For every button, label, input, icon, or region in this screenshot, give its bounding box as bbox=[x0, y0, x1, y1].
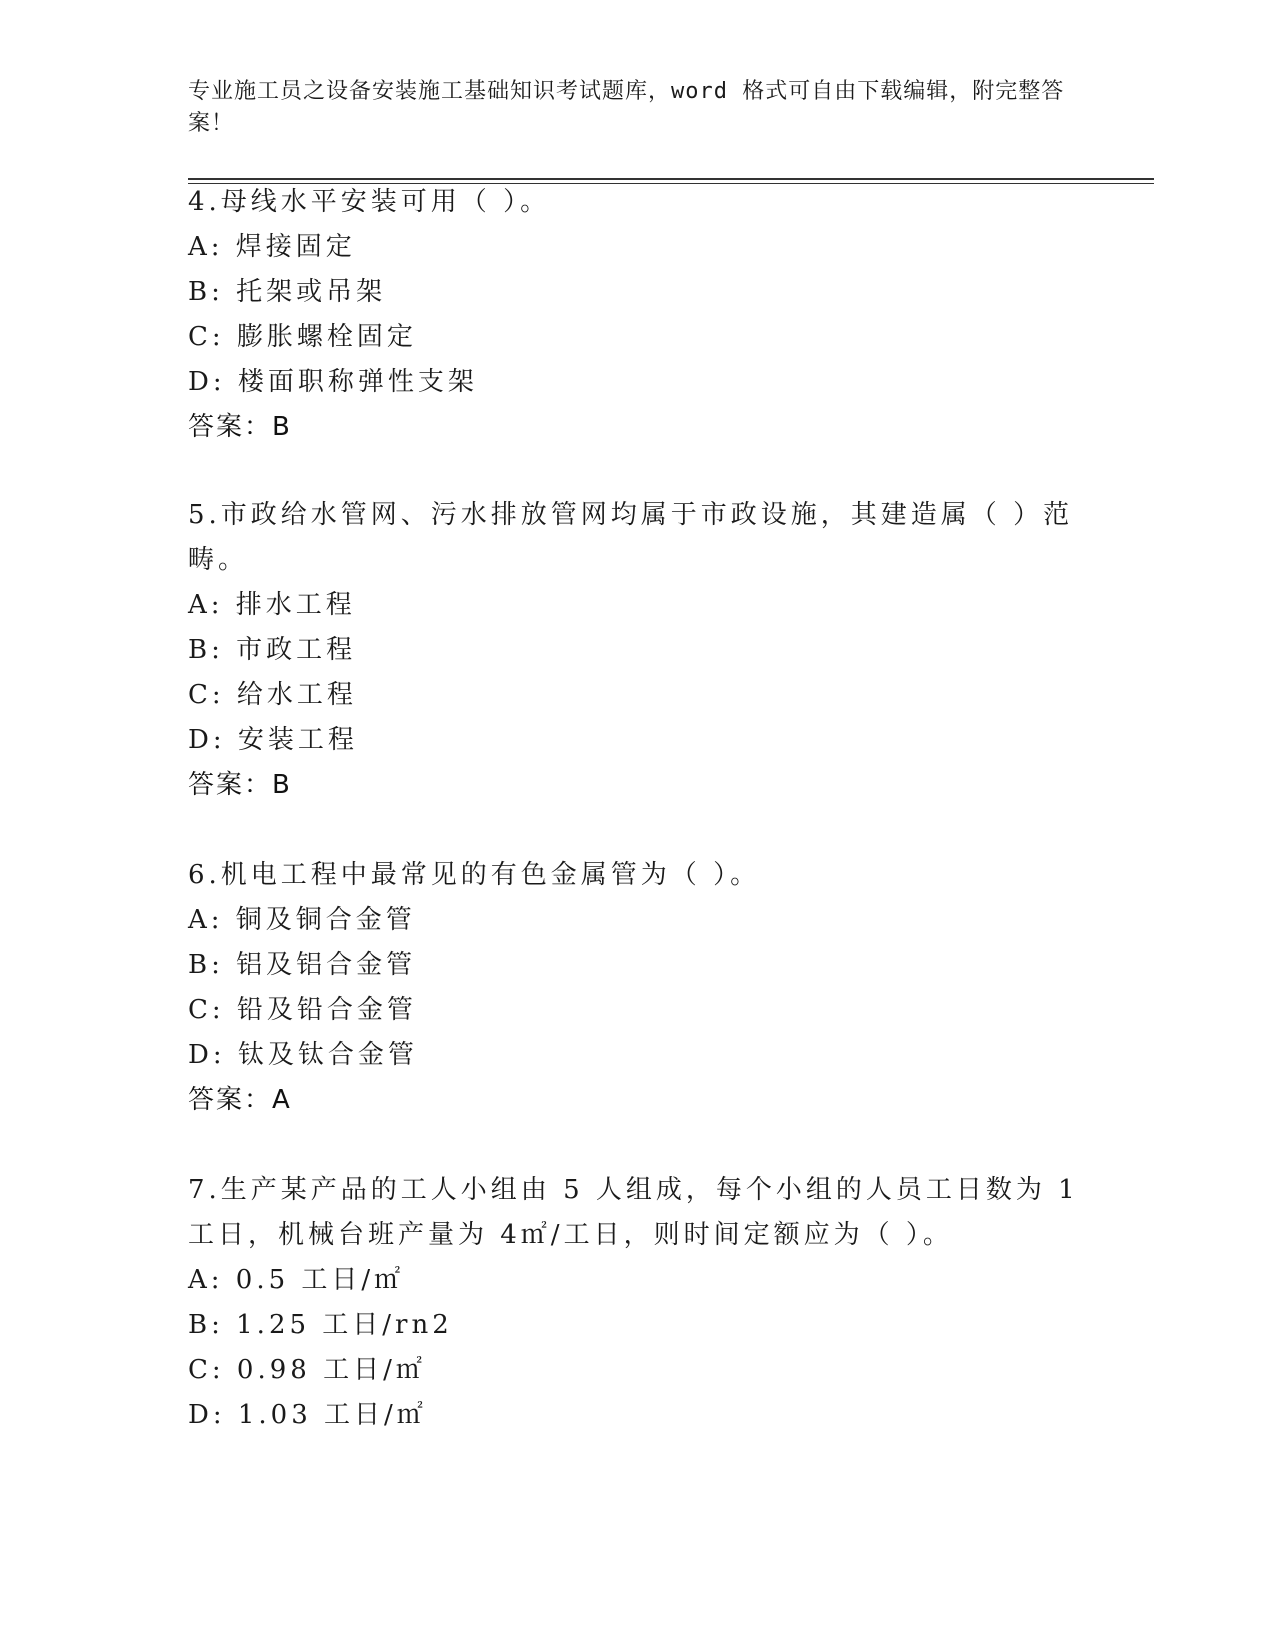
question-stem: 5.市政给水管网、污水排放管网均属于市政设施，其建造属（ ）范畴。 bbox=[188, 500, 1074, 575]
question-5 bbox=[188, 493, 1088, 808]
option-b: B: 托架或吊架 bbox=[188, 277, 387, 307]
option-d: D: 楼面职称弹性支架 bbox=[188, 367, 478, 397]
option-b: B: 1.25 工日/rn2 bbox=[188, 1310, 453, 1340]
option-d: D: 安装工程 bbox=[188, 725, 358, 755]
answer-line: 答案：B bbox=[188, 770, 292, 800]
option-a: A: 排水工程 bbox=[188, 590, 356, 620]
answer-line: 答案：B bbox=[188, 412, 292, 442]
option-b: B: 市政工程 bbox=[188, 635, 357, 665]
question-6 bbox=[188, 853, 1088, 1123]
question-4 bbox=[188, 180, 1088, 450]
answer-line: 答案：A bbox=[188, 1085, 292, 1115]
option-a: A: 0.5 工日/㎡ bbox=[188, 1265, 405, 1295]
option-b: B: 铝及铝合金管 bbox=[188, 950, 417, 980]
option-d: D: 钛及钛合金管 bbox=[188, 1040, 418, 1070]
question-stem: 7.生产某产品的工人小组由 5 人组成，每个小组的人员工日数为 1 工日，机械台班产量为 4㎡/工日，则时间定额应为（ ）。 bbox=[188, 1175, 1079, 1250]
option-a: A: 铜及铜合金管 bbox=[188, 905, 416, 935]
document-header-text: 专业施工员之设备安装施工基础知识考试题库，word 格式可自由下载编辑，附完整答案！ bbox=[188, 79, 1065, 136]
option-c: C: 铅及铅合金管 bbox=[188, 995, 417, 1025]
option-c: C: 0.98 工日/㎡ bbox=[188, 1355, 426, 1385]
option-c: C: 膨胀螺栓固定 bbox=[188, 322, 417, 352]
question-stem: 6.机电工程中最常见的有色金属管为（ ）。 bbox=[188, 860, 761, 890]
question-7 bbox=[188, 1168, 1088, 1438]
option-d: D: 1.03 工日/㎡ bbox=[188, 1400, 427, 1430]
option-a: A: 焊接固定 bbox=[188, 232, 356, 262]
option-c: C: 给水工程 bbox=[188, 680, 357, 710]
question-stem: 4.母线水平安装可用（ ）。 bbox=[188, 187, 551, 217]
